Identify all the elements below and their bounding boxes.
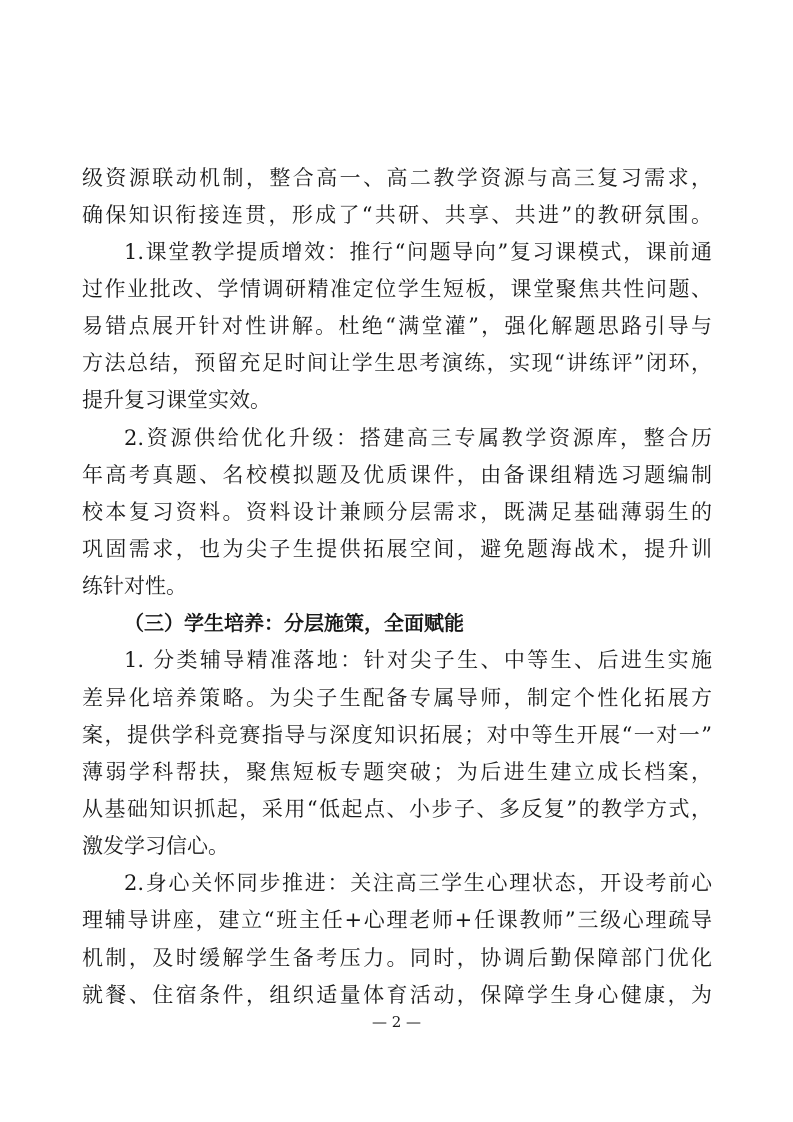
body-text-line: 练针对性。 (82, 574, 187, 598)
body-text-line: 易错点展开针对性讲解。杜绝“满堂灌”，强化解题思路引导与 (82, 314, 712, 338)
body-text-line: 提升复习课堂实效。 (82, 388, 271, 412)
section-heading: （三）学生培养：分层施策，全面赋能 (124, 611, 464, 635)
body-text-line: 方法总结，预留充足时间让学生思考演练，实现“讲练评”闭环， (82, 351, 712, 375)
list-item-1-line: 1. 分类辅导精准落地：针对尖子生、中等生、后进生实施 (124, 648, 712, 672)
body-text-line: 巩固需求，也为尖子生提供拓展空间，避免题海战术，提升训 (82, 537, 712, 561)
list-item-2-line: 2.资源供给优化升级：搭建高三专属教学资源库，整合历 (124, 426, 712, 450)
body-text-line: 校本复习资料。资料设计兼顾分层需求，既满足基础薄弱生的 (82, 500, 712, 524)
body-text-line: 就餐、住宿条件，组织适量体育活动，保障学生身心健康，为 (82, 983, 712, 1007)
body-text-line: 激发学习信心。 (82, 834, 229, 858)
page-number: — 2 — (371, 1013, 422, 1031)
body-text-line: 确保知识衔接连贯，形成了“共研、共享、共进”的教研氛围。 (82, 203, 712, 227)
body-text-line: 级资源联动机制，整合高一、高二教学资源与高三复习需求， (82, 166, 712, 190)
body-text-line: 过作业批改、学情调研精准定位学生短板，课堂聚焦共性问题、 (82, 277, 712, 301)
body-text-line: 机制，及时缓解学生备考压力。同时，协调后勤保障部门优化 (82, 946, 712, 970)
body-text-line: 差异化培养策略。为尖子生配备专属导师，制定个性化拓展方 (82, 686, 712, 710)
body-text-line: 薄弱学科帮扶，聚焦短板专题突破；为后进生建立成长档案， (82, 760, 712, 784)
body-text-line: 理辅导讲座，建立“班主任+心理老师+任课教师”三级心理疏导 (82, 908, 712, 932)
list-item-2-line: 2.身心关怀同步推进：关注高三学生心理状态，开设考前心 (124, 871, 712, 895)
body-text-line: 案，提供学科竞赛指导与深度知识拓展；对中等生开展“一对一” (82, 723, 712, 747)
list-item-1-line: 1.课堂教学提质增效：推行“问题导向”复习课模式，课前通 (124, 240, 712, 264)
body-text-line: 年高考真题、名校模拟题及优质课件，由备课组精选习题编制 (82, 463, 712, 487)
body-text-line: 从基础知识抓起，采用“低起点、小步子、多反复”的教学方式， (82, 797, 712, 821)
